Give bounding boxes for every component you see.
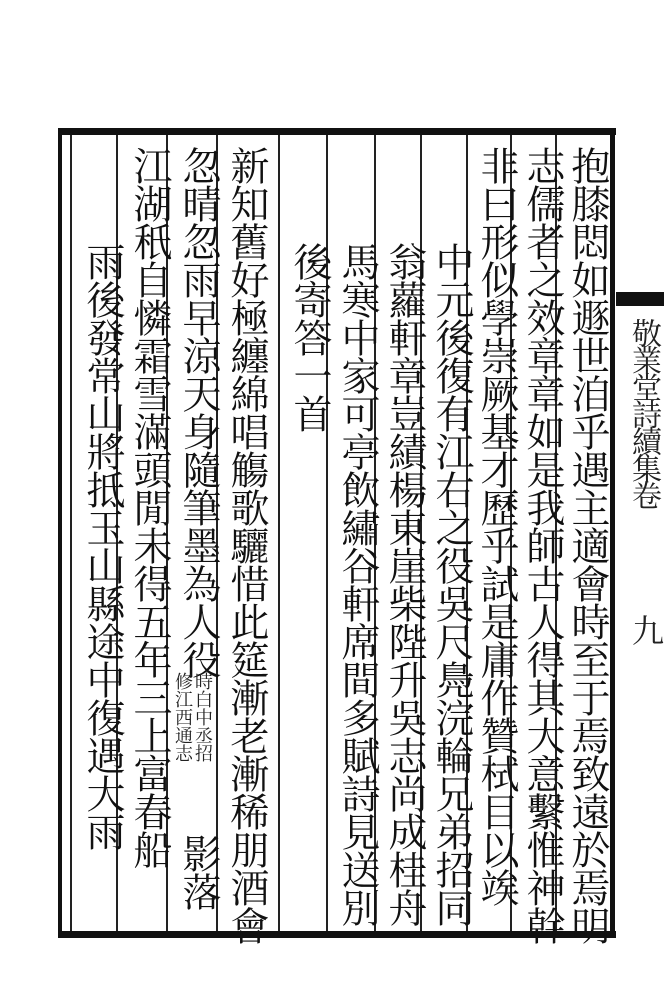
text-column-6: 馬寒中家可亭飲繡谷軒席間多賦詩見送別 [335, 242, 380, 926]
text-column-8: 新知舊好極纏綿唱觴歌驪惜此筵漸老漸稀朋酒會 [224, 146, 269, 944]
text-column-10: 江湖秖自憐霜雪滿頭閒未得五年三上富春船 [127, 146, 172, 868]
annotation-left: 修江西通志 [172, 672, 193, 762]
margin-title: 敬業堂詩續集卷 [626, 318, 661, 507]
column-rule [278, 135, 280, 931]
text-column-9: 忽晴忽雨早涼天身隨筆墨為人役 [176, 146, 221, 678]
text-column-7: 後寄答一首 [287, 242, 332, 432]
page-number: 九 [632, 612, 664, 650]
annotation-right: 時白中丞招 [192, 672, 213, 762]
text-column-1: 抱膝悶如遯世洎乎遇主適會時至于焉致遠於焉明 [565, 146, 610, 944]
text-column-2: 志儒者之效章章如是我師古人得其大意繫惟神幹 [520, 146, 565, 944]
column-rule [70, 135, 72, 931]
text-column-5: 翁蘿軒章豈績楊東崖柴陛升吳志尚成桂舟 [382, 242, 427, 926]
fish-tail-mark [616, 292, 664, 306]
text-column-11: 雨後發常山將抵玉山縣途中復遇大雨 [80, 242, 125, 850]
text-column-4: 中元後復有江右之役吳尺鳧浣輪兄弟招同 [429, 242, 474, 926]
text-column-9-tail: 影落 [176, 834, 221, 910]
text-column-3: 非曰形似學崇厥基才歷乎試是庸作贊栻目以竢 [474, 146, 519, 906]
